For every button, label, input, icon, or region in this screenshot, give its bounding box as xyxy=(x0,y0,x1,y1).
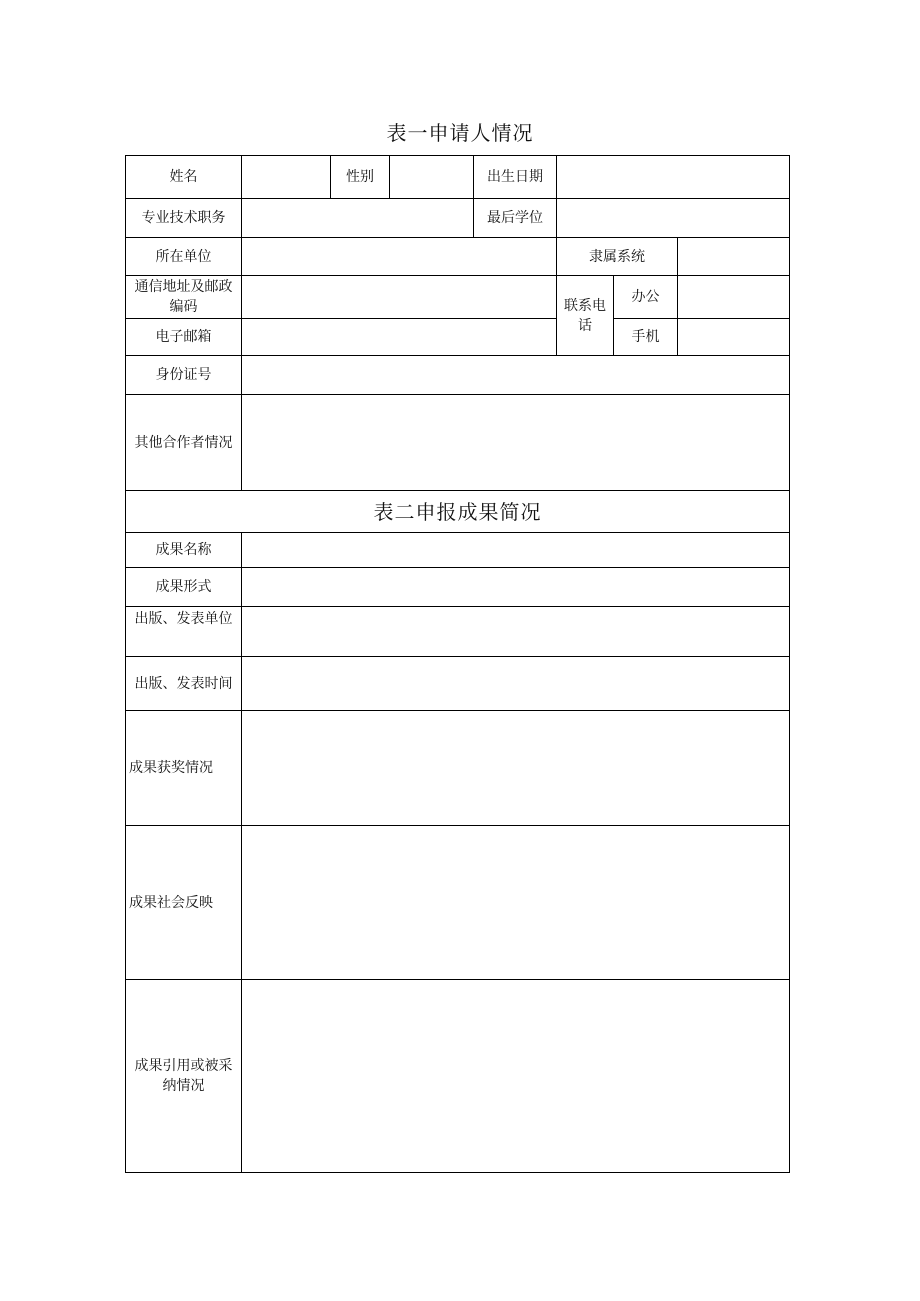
id-number-field[interactable] xyxy=(242,356,790,395)
social-reaction-label: 成果社会反映 xyxy=(126,826,242,980)
awards-field[interactable] xyxy=(242,711,790,826)
mobile-phone-label: 手机 xyxy=(614,319,678,356)
birth-date-field[interactable] xyxy=(557,156,790,199)
address-label: 通信地址及邮政编码 xyxy=(126,276,242,319)
degree-label: 最后学位 xyxy=(474,199,557,238)
professional-title-field[interactable] xyxy=(242,199,474,238)
professional-title-label: 专业技术职务 xyxy=(126,199,242,238)
id-number-label: 身份证号 xyxy=(126,356,242,395)
email-field[interactable] xyxy=(242,319,557,356)
unit-field[interactable] xyxy=(242,238,557,276)
publish-time-label: 出版、发表时间 xyxy=(126,657,242,711)
publisher-field[interactable] xyxy=(242,607,790,657)
social-reaction-field[interactable] xyxy=(242,826,790,980)
name-label: 姓名 xyxy=(126,156,242,199)
gender-label: 性别 xyxy=(331,156,390,199)
office-phone-label: 办公 xyxy=(614,276,678,319)
mobile-phone-field[interactable] xyxy=(678,319,790,356)
awards-label: 成果获奖情况 xyxy=(126,711,242,826)
name-field[interactable] xyxy=(242,156,331,199)
office-phone-field[interactable] xyxy=(678,276,790,319)
address-field[interactable] xyxy=(242,276,557,319)
phone-label: 联系电话 xyxy=(557,276,614,356)
citation-field[interactable] xyxy=(242,980,790,1173)
table1-title: 表一申请人情况 xyxy=(386,121,534,145)
gender-field[interactable] xyxy=(390,156,474,199)
collaborators-label: 其他合作者情况 xyxy=(126,395,242,491)
achievement-name-label: 成果名称 xyxy=(126,533,242,568)
system-label: 隶属系统 xyxy=(557,238,678,276)
degree-field[interactable] xyxy=(557,199,790,238)
application-form-table xyxy=(125,155,790,1173)
table2-title: 表二申报成果简况 xyxy=(126,491,790,533)
unit-label: 所在单位 xyxy=(126,238,242,276)
achievement-form-label: 成果形式 xyxy=(126,568,242,607)
collaborators-field[interactable] xyxy=(242,395,790,491)
publisher-label: 出版、发表单位 xyxy=(126,607,242,657)
achievement-name-field[interactable] xyxy=(242,533,790,568)
birth-date-label: 出生日期 xyxy=(474,156,557,199)
achievement-form-field[interactable] xyxy=(242,568,790,607)
citation-label: 成果引用或被采纳情况 xyxy=(126,980,242,1173)
system-field[interactable] xyxy=(678,238,790,276)
email-label: 电子邮箱 xyxy=(126,319,242,356)
publish-time-field[interactable] xyxy=(242,657,790,711)
